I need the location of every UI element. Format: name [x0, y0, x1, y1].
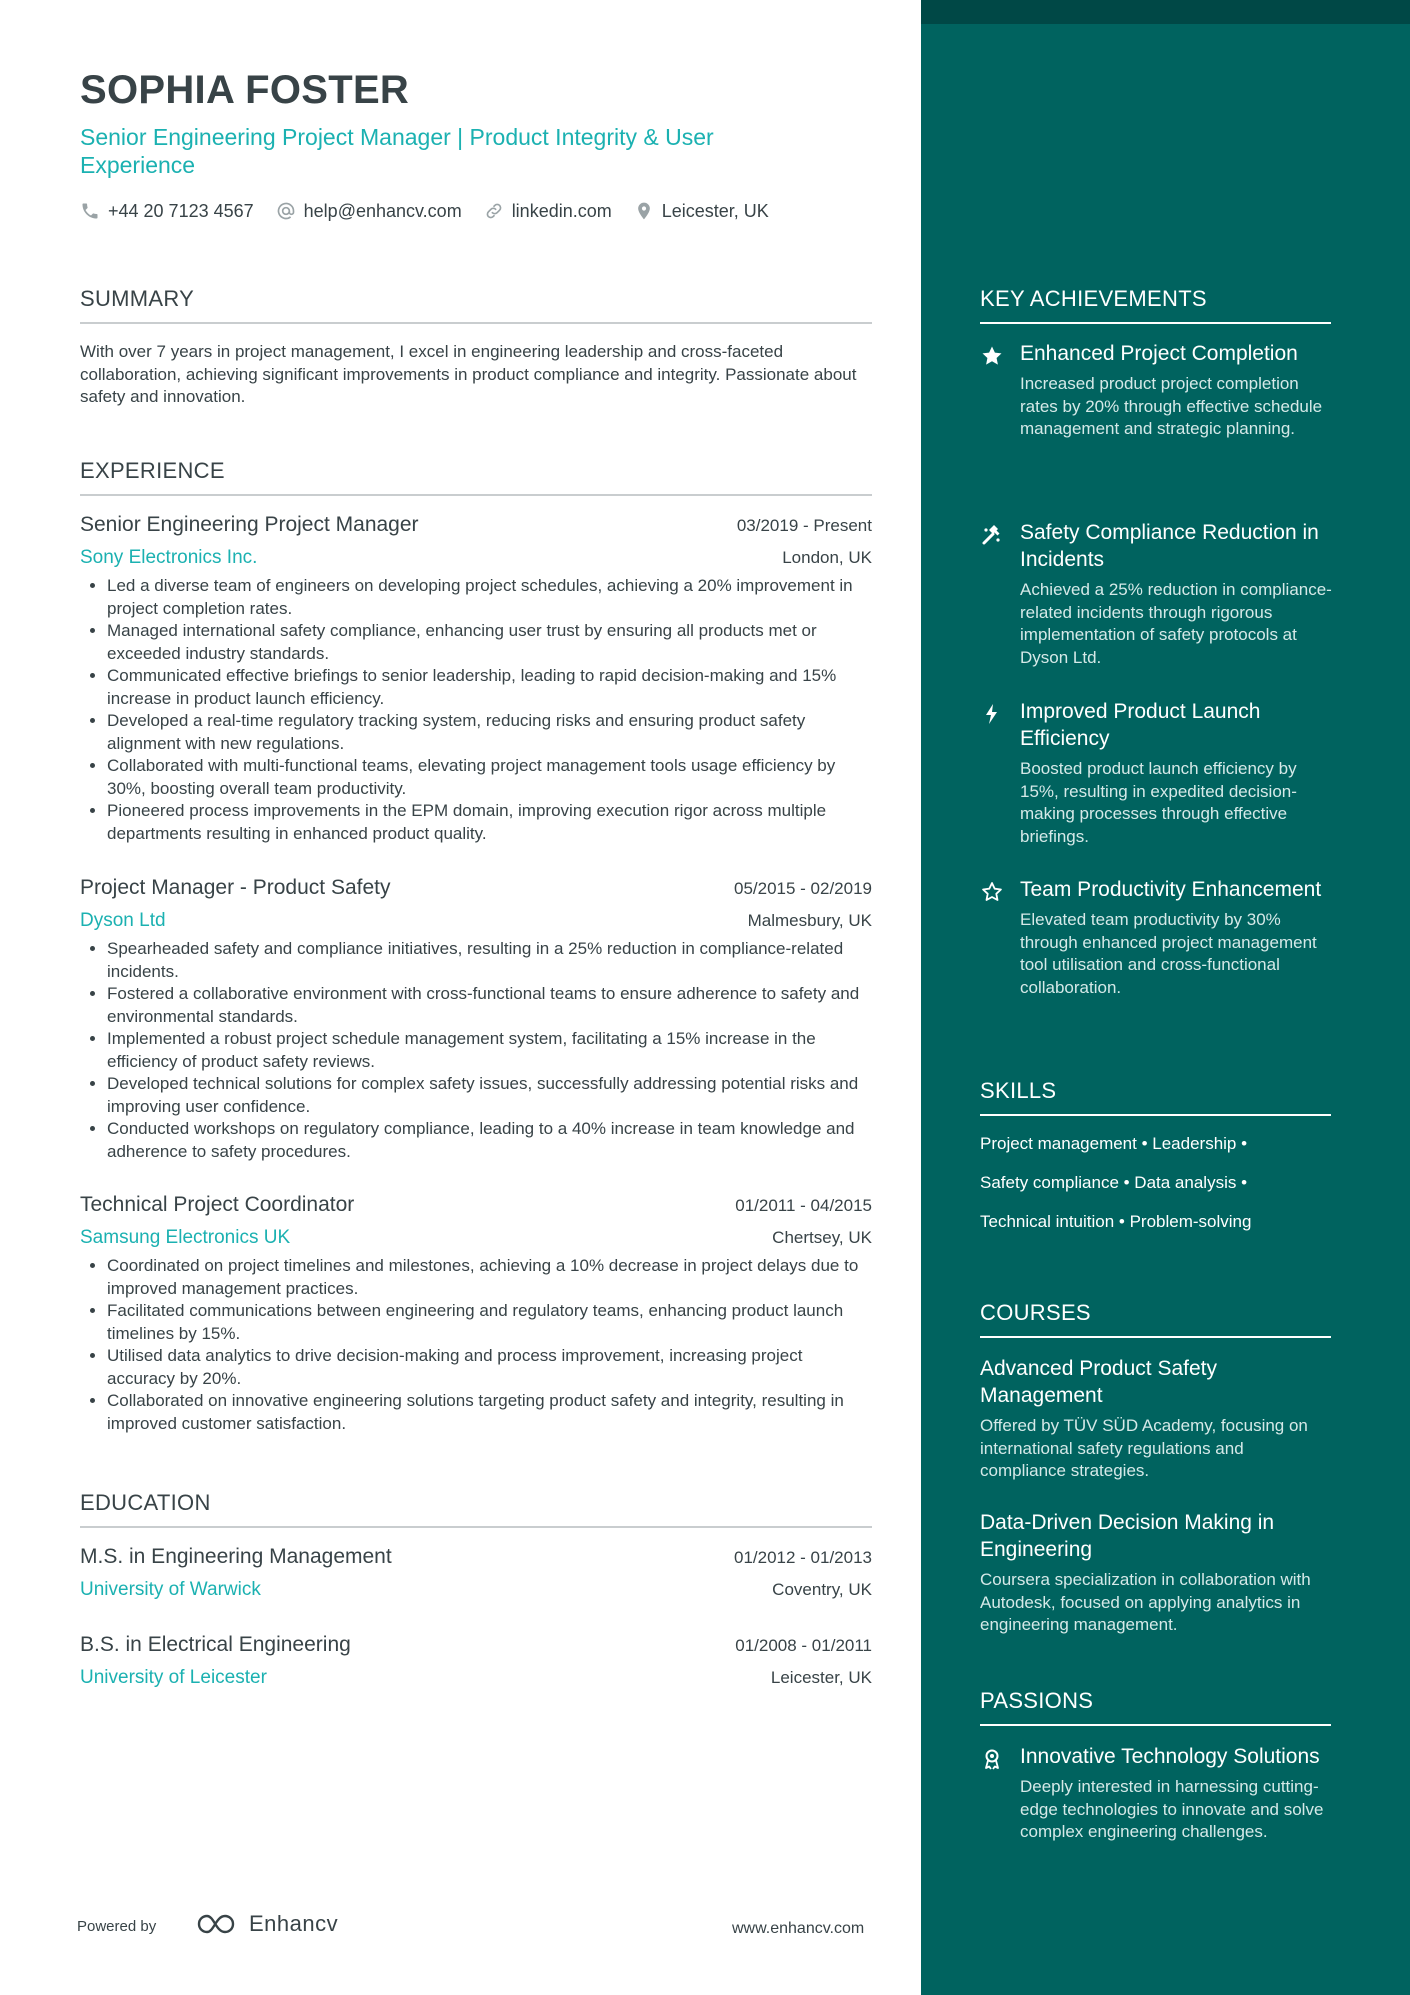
courses-heading: COURSES: [980, 1300, 1331, 1338]
job-bullet: • Spearheaded safety and compliance initiatives, resulting in a 25% reduction in compliance-related incidents.: [107, 938, 872, 983]
job-entry: [80, 876, 872, 1163]
job-bullet: • Communicated effective briefings to senior leadership, leading to rapid decision-making and 15% increase in product launch efficiency.: [107, 665, 872, 710]
skills-heading: SKILLS: [980, 1078, 1331, 1116]
job-bullet: • Managed international safety compliance, enhancing user trust by ensuring all products met or exceeded industry standards.: [107, 620, 872, 665]
education-dates: 01/2012 - 01/2013: [733, 1548, 872, 1567]
enhancv-logo-text: Enhancv: [249, 1911, 339, 1936]
education-entry: [80, 1633, 872, 1689]
summary-heading: SUMMARY: [80, 286, 872, 324]
job-bullet: • Implemented a robust project schedule management system, facilitating a 15% increase in the efficiency of product safety reviews.: [107, 1028, 872, 1073]
job-location: Malmesbury, UK: [747, 911, 872, 930]
contact-bar: [80, 198, 791, 224]
achievement-item: [980, 698, 1332, 848]
job-bullet: • Pioneered process improvements in the EPM domain, improving execution rigor across multiple departments resulting in enhanced product quality.: [107, 800, 872, 845]
job-company: Sony Electronics Inc.: [80, 547, 258, 568]
link-icon: [484, 201, 504, 221]
sidebar-top-band: [921, 0, 1410, 24]
job-bullet: • Developed technical solutions for complex safety issues, successfully addressing potential risks and improving user confidence.: [107, 1073, 872, 1118]
passions-heading: PASSIONS: [980, 1688, 1331, 1726]
skills-line: Technical intuition • Problem-solving: [980, 1212, 1252, 1231]
passion-item: [980, 1743, 1332, 1844]
hammer-icon: [980, 523, 1004, 547]
job-dates: 03/2019 - Present: [736, 516, 872, 535]
job-company: Samsung Electronics UK: [80, 1227, 291, 1248]
job-dates: 01/2011 - 04/2015: [735, 1196, 872, 1215]
footer-url[interactable]: www.enhancv.com: [732, 1920, 865, 1937]
education-degree: B.S. in Electrical Engineering: [80, 1633, 351, 1656]
achievement-desc: Achieved a 25% reduction in compliance-related incidents through rigorous implementation of safety protocols at Dyson Ltd.: [1020, 580, 1332, 667]
education-location: Coventry, UK: [772, 1580, 872, 1599]
job-bullet: • Collaborated with multi-functional teams, elevating project management tools usage efficiency by 30%, boosting overall team productivity.: [107, 755, 872, 800]
education-heading: EDUCATION: [80, 1490, 872, 1528]
experience-heading: EXPERIENCE: [80, 458, 872, 496]
skills-line: Project management • Leadership •: [980, 1134, 1248, 1153]
lightning-icon: [980, 702, 1004, 726]
footer-powered-by: Powered by: [77, 1918, 157, 1935]
contact-email[interactable]: [276, 201, 462, 222]
job-bullet: • Utilised data analytics to drive decision-making and process improvement, increasing project accuracy by 20%.: [107, 1345, 872, 1390]
phone-text: +44 20 7123 4567: [108, 200, 254, 221]
job-bullets: [80, 1255, 872, 1435]
job-location: Chertsey, UK: [772, 1228, 872, 1247]
job-entry: [80, 1193, 872, 1435]
linkedin-text: linkedin.com: [511, 200, 612, 221]
job-role: Technical Project Coordinator: [80, 1193, 355, 1216]
achievement-desc: Elevated team productivity by 30% through enhanced project management tool utilisation and cross-functional collaboration.: [1020, 910, 1317, 997]
passion-desc: Deeply interested in harnessing cutting-edge technologies to innovate and solve complex engineering challenges.: [1020, 1777, 1324, 1841]
achievement-item: [980, 340, 1332, 441]
achievement-item: [980, 876, 1332, 999]
candidate-title: Senior Engineering Project Manager | Product Integrity & User Experience: [80, 124, 714, 178]
achievement-desc: Increased product project completion rates by 20% through effective schedule management and strategic planning.: [1020, 374, 1323, 438]
job-bullet: • Collaborated on innovative engineering solutions targeting product safety and integrity, resulting in improved customer satisfaction.: [107, 1390, 872, 1435]
job-company: Dyson Ltd: [80, 910, 166, 931]
enhancv-logo[interactable]: [195, 1910, 338, 1938]
job-entry: [80, 513, 872, 845]
achievement-title: Enhanced Project Completion: [1020, 342, 1298, 365]
job-bullet: • Facilitated communications between engineering and regulatory teams, enhancing product launch timelines by 15%.: [107, 1300, 872, 1345]
education-entry: [80, 1545, 872, 1601]
achievements-heading: KEY ACHIEVEMENTS: [980, 286, 1331, 324]
passion-title: Innovative Technology Solutions: [1020, 1745, 1320, 1768]
course-desc: Coursera specialization in collaboration with Autodesk, focused on applying analytics in engineering management.: [980, 1570, 1311, 1634]
job-location: London, UK: [782, 548, 872, 567]
job-bullet: • Fostered a collaborative environment with cross-functional teams to ensure adherence to safety and environmental standards.: [107, 983, 872, 1028]
at-icon: [276, 201, 296, 221]
job-role: Senior Engineering Project Manager: [80, 513, 419, 536]
job-bullet: • Led a diverse team of engineers on developing project schedules, achieving a 20% improvement in project completion rates.: [107, 575, 872, 620]
job-role: Project Manager - Product Safety: [80, 876, 391, 899]
candidate-name: SOPHIA FOSTER: [80, 68, 410, 112]
job-bullets: [80, 938, 872, 1163]
course-item: [980, 1509, 1332, 1637]
contact-phone[interactable]: [80, 201, 254, 222]
education-school: University of Warwick: [80, 1579, 261, 1600]
star-icon: [980, 344, 1004, 368]
phone-icon: [80, 201, 100, 221]
contact-location: [634, 201, 769, 222]
education-dates: 01/2008 - 01/2011: [735, 1636, 872, 1655]
course-desc: Offered by TÜV SÜD Academy, focusing on international safety regulations and compliance strategies.: [980, 1416, 1308, 1480]
achievement-title: Safety Compliance Reduction in Incidents: [1020, 521, 1319, 571]
course-title: Advanced Product Safety Management: [980, 1357, 1217, 1407]
job-bullet: • Developed a real-time regulatory tracking system, reducing risks and ensuring product safety alignment with new regulations.: [107, 710, 872, 755]
contact-linkedin[interactable]: [484, 201, 612, 222]
education-school: University of Leicester: [80, 1667, 267, 1688]
location-text: Leicester, UK: [661, 200, 769, 221]
award-icon: [980, 1747, 1004, 1771]
achievement-item: [980, 519, 1332, 669]
location-pin-icon: [634, 201, 654, 221]
job-dates: 05/2015 - 02/2019: [733, 879, 872, 898]
job-bullet: • Conducted workshops on regulatory compliance, leading to a 40% increase in team knowledge and adherence to safety procedures.: [107, 1118, 872, 1163]
education-degree: M.S. in Engineering Management: [80, 1545, 392, 1568]
job-bullet: • Coordinated on project timelines and milestones, achieving a 10% decrease in project delays due to improved management practices.: [107, 1255, 872, 1300]
achievement-desc: Boosted product launch efficiency by 15%, resulting in expedited decision-making processes through effective briefings.: [1020, 759, 1297, 846]
job-bullets: [80, 575, 872, 845]
summary-text: With over 7 years in project management, I excel in engineering leadership and cross-faceted collaboration, achieving significant improvements in product compliance and integrity. Passionate about safety and innovation.: [80, 342, 857, 406]
email-text: help@enhancv.com: [303, 200, 462, 221]
achievement-title: Team Productivity Enhancement: [1020, 878, 1322, 901]
enhancv-logo-icon: [195, 1910, 241, 1938]
achievement-title: Improved Product Launch Efficiency: [1020, 700, 1261, 750]
course-title: Data-Driven Decision Making in Engineering: [980, 1511, 1275, 1561]
course-item: [980, 1355, 1332, 1483]
skills-line: Safety compliance • Data analysis •: [980, 1173, 1248, 1192]
star-outline-icon: [980, 880, 1004, 904]
education-location: Leicester, UK: [770, 1668, 872, 1687]
